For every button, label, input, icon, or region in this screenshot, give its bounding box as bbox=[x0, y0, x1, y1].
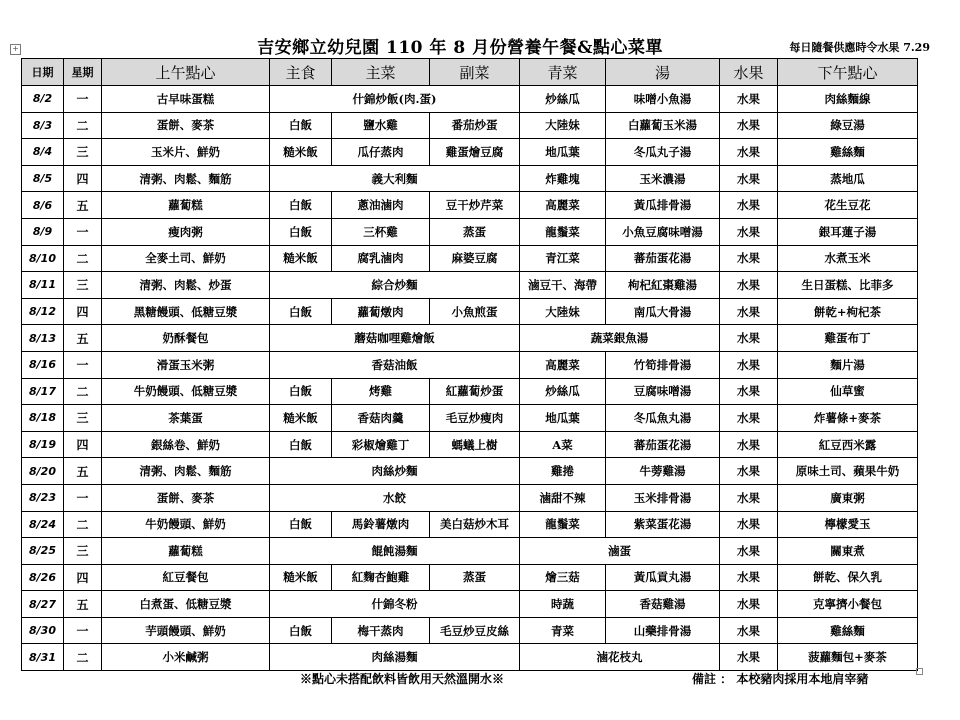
staple-cell: 糙米飯 bbox=[270, 139, 332, 166]
main-dish-cell: 彩椒燴雞丁 bbox=[332, 431, 430, 458]
soup-cell: 白蘿蔔玉米湯 bbox=[606, 112, 720, 139]
table-row bbox=[22, 405, 918, 432]
am-snack-cell: 清粥、肉鬆、麵筋 bbox=[102, 458, 270, 485]
pm-snack-cell: 麵片湯 bbox=[778, 351, 918, 378]
vegetable-cell: A菜 bbox=[520, 431, 606, 458]
date-cell: 8/19 bbox=[22, 431, 64, 458]
date-cell: 8/12 bbox=[22, 298, 64, 325]
am-snack-cell: 牛奶饅頭、低糖豆漿 bbox=[102, 378, 270, 405]
pm-snack-cell: 花生豆花 bbox=[778, 192, 918, 219]
staple-cell: 糙米飯 bbox=[270, 405, 332, 432]
main-dish-cell: 蔥油滷肉 bbox=[332, 192, 430, 219]
table-row bbox=[22, 139, 918, 166]
pm-snack-cell: 克寧擠小餐包 bbox=[778, 591, 918, 618]
header-side-dish: 副菜 bbox=[430, 59, 520, 86]
main-dish-cell: 烤雞 bbox=[332, 378, 430, 405]
table-row bbox=[22, 325, 918, 352]
soup-cell: 冬瓜魚丸湯 bbox=[606, 405, 720, 432]
weekday-cell: 五 bbox=[64, 192, 102, 219]
vegetable-cell: 炸雞塊 bbox=[520, 165, 606, 192]
soup-cell: 小魚豆腐味噌湯 bbox=[606, 218, 720, 245]
weekday-cell: 五 bbox=[64, 591, 102, 618]
vegetable-cell: 滷豆干、海帶 bbox=[520, 272, 606, 299]
combined-meal-cell: 什錦冬粉 bbox=[270, 591, 520, 618]
main-dish-cell: 香菇肉羹 bbox=[332, 405, 430, 432]
am-snack-cell: 牛奶饅頭、鮮奶 bbox=[102, 511, 270, 538]
date-cell: 8/24 bbox=[22, 511, 64, 538]
fruit-cell: 水果 bbox=[720, 644, 778, 671]
weekday-cell: 二 bbox=[64, 245, 102, 272]
soup-cell: 味噌小魚湯 bbox=[606, 86, 720, 113]
pm-snack-cell: 檸檬愛玉 bbox=[778, 511, 918, 538]
vegetable-cell: 地瓜葉 bbox=[520, 405, 606, 432]
side-dish-cell: 蒸蛋 bbox=[430, 218, 520, 245]
veg-soup-cell: 滷花枝丸 bbox=[520, 644, 720, 671]
fruit-cell: 水果 bbox=[720, 538, 778, 565]
am-snack-cell: 奶酥餐包 bbox=[102, 325, 270, 352]
side-dish-cell: 毛豆炒豆皮絲 bbox=[430, 617, 520, 644]
am-snack-cell: 蛋餅、麥茶 bbox=[102, 484, 270, 511]
table-row bbox=[22, 112, 918, 139]
table-row bbox=[22, 511, 918, 538]
weekday-cell: 五 bbox=[64, 325, 102, 352]
am-snack-cell: 白煮蛋、低糖豆漿 bbox=[102, 591, 270, 618]
table-row bbox=[22, 272, 918, 299]
soup-cell: 黃瓜排骨湯 bbox=[606, 192, 720, 219]
pm-snack-cell: 雞絲麵 bbox=[778, 139, 918, 166]
staple-cell: 白飯 bbox=[270, 298, 332, 325]
soup-cell: 蕃茄蛋花湯 bbox=[606, 431, 720, 458]
weekday-cell: 二 bbox=[64, 112, 102, 139]
weekday-cell: 三 bbox=[64, 405, 102, 432]
vegetable-cell: 高麗菜 bbox=[520, 192, 606, 219]
soup-cell: 蕃茄蛋花湯 bbox=[606, 245, 720, 272]
table-row bbox=[22, 86, 918, 113]
date-cell: 8/27 bbox=[22, 591, 64, 618]
fruit-cell: 水果 bbox=[720, 378, 778, 405]
combined-meal-cell: 餛飩湯麵 bbox=[270, 538, 520, 565]
table-row bbox=[22, 617, 918, 644]
page-title: 吉安鄉立幼兒園 110 年 8 月份營養午餐&點心菜單 bbox=[257, 38, 663, 58]
combined-meal-cell: 什錦炒飯(肉.蛋) bbox=[270, 86, 520, 113]
am-snack-cell: 紅豆餐包 bbox=[102, 564, 270, 591]
weekday-cell: 一 bbox=[64, 617, 102, 644]
am-snack-cell: 清粥、肉鬆、炒蛋 bbox=[102, 272, 270, 299]
side-dish-cell: 紅蘿蔔炒蛋 bbox=[430, 378, 520, 405]
staple-cell: 白飯 bbox=[270, 511, 332, 538]
main-dish-cell: 梅干蒸肉 bbox=[332, 617, 430, 644]
staple-cell: 白飯 bbox=[270, 112, 332, 139]
side-dish-cell: 麻婆豆腐 bbox=[430, 245, 520, 272]
fruit-cell: 水果 bbox=[720, 245, 778, 272]
staple-cell: 白飯 bbox=[270, 431, 332, 458]
weekday-cell: 五 bbox=[64, 458, 102, 485]
fruit-cell: 水果 bbox=[720, 617, 778, 644]
fruit-note: 每日隨餐供應時令水果 7.29 bbox=[789, 41, 930, 54]
staple-cell: 白飯 bbox=[270, 617, 332, 644]
date-cell: 8/18 bbox=[22, 405, 64, 432]
weekday-cell: 三 bbox=[64, 272, 102, 299]
soup-cell: 冬瓜丸子湯 bbox=[606, 139, 720, 166]
pm-snack-cell: 雞蛋布丁 bbox=[778, 325, 918, 352]
header-row bbox=[22, 59, 918, 86]
header-fruit: 水果 bbox=[720, 59, 778, 86]
table-row bbox=[22, 644, 918, 671]
pm-snack-cell: 關東煮 bbox=[778, 538, 918, 565]
vegetable-cell: 高麗菜 bbox=[520, 351, 606, 378]
vegetable-cell: 青菜 bbox=[520, 617, 606, 644]
am-snack-cell: 滑蛋玉米粥 bbox=[102, 351, 270, 378]
date-cell: 8/9 bbox=[22, 218, 64, 245]
table-row bbox=[22, 591, 918, 618]
date-cell: 8/2 bbox=[22, 86, 64, 113]
combined-meal-cell: 肉絲湯麵 bbox=[270, 644, 520, 671]
vegetable-cell: 炒絲瓜 bbox=[520, 86, 606, 113]
pm-snack-cell: 銀耳蓮子湯 bbox=[778, 218, 918, 245]
main-dish-cell: 三杯雞 bbox=[332, 218, 430, 245]
date-cell: 8/23 bbox=[22, 484, 64, 511]
table-row bbox=[22, 351, 918, 378]
vegetable-cell: 大陸妹 bbox=[520, 298, 606, 325]
side-dish-cell: 美白菇炒木耳 bbox=[430, 511, 520, 538]
main-dish-cell: 腐乳滷肉 bbox=[332, 245, 430, 272]
date-cell: 8/26 bbox=[22, 564, 64, 591]
side-dish-cell: 豆干炒芹菜 bbox=[430, 192, 520, 219]
weekday-cell: 一 bbox=[64, 86, 102, 113]
vegetable-cell: 雞捲 bbox=[520, 458, 606, 485]
side-dish-cell: 小魚煎蛋 bbox=[430, 298, 520, 325]
date-cell: 8/16 bbox=[22, 351, 64, 378]
header-vegetable: 青菜 bbox=[520, 59, 606, 86]
date-cell: 8/13 bbox=[22, 325, 64, 352]
weekday-cell: 四 bbox=[64, 298, 102, 325]
am-snack-cell: 蘿蔔糕 bbox=[102, 538, 270, 565]
fruit-cell: 水果 bbox=[720, 511, 778, 538]
vegetable-cell: 炒絲瓜 bbox=[520, 378, 606, 405]
header-pm-snack: 下午點心 bbox=[778, 59, 918, 86]
fruit-cell: 水果 bbox=[720, 564, 778, 591]
date-cell: 8/5 bbox=[22, 165, 64, 192]
table-row bbox=[22, 165, 918, 192]
fruit-cell: 水果 bbox=[720, 139, 778, 166]
fruit-cell: 水果 bbox=[720, 218, 778, 245]
vegetable-cell: 青江菜 bbox=[520, 245, 606, 272]
fruit-cell: 水果 bbox=[720, 298, 778, 325]
pm-snack-cell: 仙草蜜 bbox=[778, 378, 918, 405]
table-row bbox=[22, 245, 918, 272]
main-dish-cell: 蘿蔔燉肉 bbox=[332, 298, 430, 325]
am-snack-cell: 全麥土司、鮮奶 bbox=[102, 245, 270, 272]
pm-snack-cell: 廣東粥 bbox=[778, 484, 918, 511]
staple-cell: 白飯 bbox=[270, 192, 332, 219]
side-dish-cell: 番茄炒蛋 bbox=[430, 112, 520, 139]
staple-cell: 糙米飯 bbox=[270, 564, 332, 591]
date-cell: 8/3 bbox=[22, 112, 64, 139]
table-row bbox=[22, 378, 918, 405]
header-main-dish: 主菜 bbox=[332, 59, 430, 86]
table-row bbox=[22, 431, 918, 458]
combined-meal-cell: 綜合炒麵 bbox=[270, 272, 520, 299]
pm-snack-cell: 菠蘿麵包+麥茶 bbox=[778, 644, 918, 671]
table-row bbox=[22, 564, 918, 591]
table-move-handle-icon[interactable]: + bbox=[10, 44, 21, 55]
vegetable-cell: 龍鬚菜 bbox=[520, 218, 606, 245]
footer-remark: 備註 ： 本校豬肉採用本地肩宰豬 bbox=[692, 672, 869, 686]
veg-soup-cell: 滷蛋 bbox=[520, 538, 720, 565]
date-cell: 8/10 bbox=[22, 245, 64, 272]
am-snack-cell: 芋頭饅頭、鮮奶 bbox=[102, 617, 270, 644]
pm-snack-cell: 水煮玉米 bbox=[778, 245, 918, 272]
table-row bbox=[22, 484, 918, 511]
staple-cell: 白飯 bbox=[270, 218, 332, 245]
vegetable-cell: 地瓜葉 bbox=[520, 139, 606, 166]
am-snack-cell: 蘿蔔糕 bbox=[102, 192, 270, 219]
date-cell: 8/17 bbox=[22, 378, 64, 405]
pm-snack-cell: 生日蛋糕、比菲多 bbox=[778, 272, 918, 299]
staple-cell: 白飯 bbox=[270, 378, 332, 405]
date-cell: 8/11 bbox=[22, 272, 64, 299]
soup-cell: 紫菜蛋花湯 bbox=[606, 511, 720, 538]
fruit-cell: 水果 bbox=[720, 591, 778, 618]
pm-snack-cell: 肉絲麵線 bbox=[778, 86, 918, 113]
fruit-cell: 水果 bbox=[720, 325, 778, 352]
am-snack-cell: 清粥、肉鬆、麵筋 bbox=[102, 165, 270, 192]
weekday-cell: 二 bbox=[64, 644, 102, 671]
weekday-cell: 四 bbox=[64, 564, 102, 591]
staple-cell: 糙米飯 bbox=[270, 245, 332, 272]
am-snack-cell: 小米鹹粥 bbox=[102, 644, 270, 671]
weekday-cell: 四 bbox=[64, 165, 102, 192]
page-corner-marker bbox=[916, 668, 923, 675]
am-snack-cell: 黑糖饅頭、低糖豆漿 bbox=[102, 298, 270, 325]
pm-snack-cell: 雞絲麵 bbox=[778, 617, 918, 644]
pm-snack-cell: 原味土司、蘋果牛奶 bbox=[778, 458, 918, 485]
footer-drinking-note: ※點心未搭配飲料皆飲用天然溫開水※ bbox=[300, 672, 505, 686]
soup-cell: 竹筍排骨湯 bbox=[606, 351, 720, 378]
weekday-cell: 一 bbox=[64, 484, 102, 511]
date-cell: 8/25 bbox=[22, 538, 64, 565]
soup-cell: 香菇雞湯 bbox=[606, 591, 720, 618]
date-cell: 8/6 bbox=[22, 192, 64, 219]
main-dish-cell: 鹽水雞 bbox=[332, 112, 430, 139]
am-snack-cell: 古早味蛋糕 bbox=[102, 86, 270, 113]
weekday-cell: 二 bbox=[64, 511, 102, 538]
soup-cell: 豆腐味噌湯 bbox=[606, 378, 720, 405]
combined-meal-cell: 肉絲炒麵 bbox=[270, 458, 520, 485]
soup-cell: 黃瓜貢丸湯 bbox=[606, 564, 720, 591]
fruit-cell: 水果 bbox=[720, 272, 778, 299]
vegetable-cell: 燴三菇 bbox=[520, 564, 606, 591]
weekday-cell: 四 bbox=[64, 431, 102, 458]
table-row bbox=[22, 538, 918, 565]
combined-meal-cell: 水餃 bbox=[270, 484, 520, 511]
weekday-cell: 一 bbox=[64, 351, 102, 378]
side-dish-cell: 雞蛋燴豆腐 bbox=[430, 139, 520, 166]
main-dish-cell: 馬鈴薯燉肉 bbox=[332, 511, 430, 538]
soup-cell: 玉米濃湯 bbox=[606, 165, 720, 192]
weekday-cell: 一 bbox=[64, 218, 102, 245]
header-am-snack: 上午點心 bbox=[102, 59, 270, 86]
am-snack-cell: 瘦肉粥 bbox=[102, 218, 270, 245]
date-cell: 8/20 bbox=[22, 458, 64, 485]
table-row bbox=[22, 298, 918, 325]
main-dish-cell: 瓜仔蒸肉 bbox=[332, 139, 430, 166]
fruit-cell: 水果 bbox=[720, 431, 778, 458]
pm-snack-cell: 餅乾、保久乳 bbox=[778, 564, 918, 591]
side-dish-cell: 毛豆炒瘦肉 bbox=[430, 405, 520, 432]
header-staple: 主食 bbox=[270, 59, 332, 86]
pm-snack-cell: 餅乾+枸杞茶 bbox=[778, 298, 918, 325]
table-row bbox=[22, 218, 918, 245]
weekday-cell: 三 bbox=[64, 139, 102, 166]
am-snack-cell: 銀絲卷、鮮奶 bbox=[102, 431, 270, 458]
fruit-cell: 水果 bbox=[720, 351, 778, 378]
am-snack-cell: 蛋餅、麥茶 bbox=[102, 112, 270, 139]
weekday-cell: 三 bbox=[64, 538, 102, 565]
table-row bbox=[22, 192, 918, 219]
pm-snack-cell: 蒸地瓜 bbox=[778, 165, 918, 192]
header-soup: 湯 bbox=[606, 59, 720, 86]
fruit-cell: 水果 bbox=[720, 112, 778, 139]
date-cell: 8/30 bbox=[22, 617, 64, 644]
fruit-cell: 水果 bbox=[720, 86, 778, 113]
date-cell: 8/4 bbox=[22, 139, 64, 166]
fruit-cell: 水果 bbox=[720, 484, 778, 511]
header-date: 日期 bbox=[22, 59, 64, 86]
side-dish-cell: 螞蟻上樹 bbox=[430, 431, 520, 458]
soup-cell: 枸杞紅棗雞湯 bbox=[606, 272, 720, 299]
vegetable-cell: 滷甜不辣 bbox=[520, 484, 606, 511]
menu-table bbox=[21, 58, 918, 671]
vegetable-cell: 龍鬚菜 bbox=[520, 511, 606, 538]
vegetable-cell: 時蔬 bbox=[520, 591, 606, 618]
menu-body bbox=[22, 86, 918, 671]
fruit-cell: 水果 bbox=[720, 405, 778, 432]
side-dish-cell: 蒸蛋 bbox=[430, 564, 520, 591]
table-row bbox=[22, 458, 918, 485]
pm-snack-cell: 炸薯條+麥茶 bbox=[778, 405, 918, 432]
pm-snack-cell: 紅豆西米露 bbox=[778, 431, 918, 458]
fruit-cell: 水果 bbox=[720, 165, 778, 192]
soup-cell: 南瓜大骨湯 bbox=[606, 298, 720, 325]
combined-meal-cell: 香菇油飯 bbox=[270, 351, 520, 378]
weekday-cell: 二 bbox=[64, 378, 102, 405]
pm-snack-cell: 綠豆湯 bbox=[778, 112, 918, 139]
vegetable-cell: 大陸妹 bbox=[520, 112, 606, 139]
combined-meal-cell: 蘑菇咖哩雞燴飯 bbox=[270, 325, 520, 352]
am-snack-cell: 茶葉蛋 bbox=[102, 405, 270, 432]
soup-cell: 山藥排骨湯 bbox=[606, 617, 720, 644]
combined-meal-cell: 義大利麵 bbox=[270, 165, 520, 192]
veg-soup-cell: 蔬菜銀魚湯 bbox=[520, 325, 720, 352]
am-snack-cell: 玉米片、鮮奶 bbox=[102, 139, 270, 166]
soup-cell: 玉米排骨湯 bbox=[606, 484, 720, 511]
fruit-cell: 水果 bbox=[720, 458, 778, 485]
soup-cell: 牛蒡雞湯 bbox=[606, 458, 720, 485]
main-dish-cell: 紅麴杏鮑雞 bbox=[332, 564, 430, 591]
header-weekday: 星期 bbox=[64, 59, 102, 86]
fruit-cell: 水果 bbox=[720, 192, 778, 219]
date-cell: 8/31 bbox=[22, 644, 64, 671]
